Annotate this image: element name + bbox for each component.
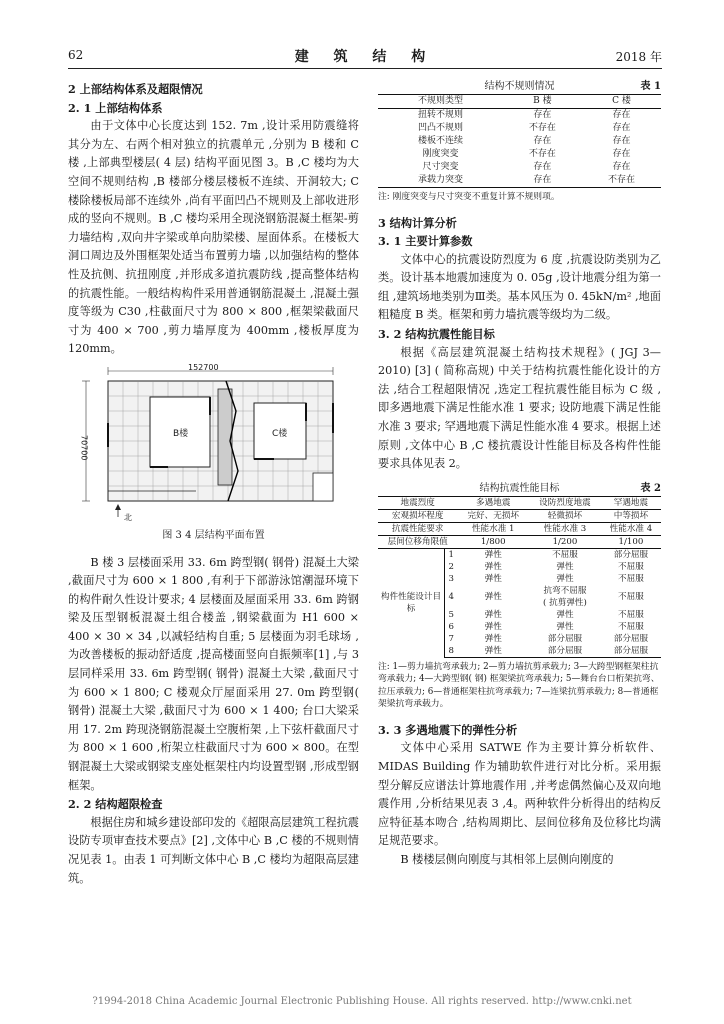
table-cell: 存在 — [612, 136, 631, 146]
table-cell: 1 — [448, 549, 454, 560]
table-1-title-row — [378, 80, 661, 94]
section-2-2-title: 2. 2 结构超限检查 — [68, 797, 163, 812]
table-cell: 刚度突变 — [422, 149, 459, 159]
table-cell: 存在 — [503, 174, 582, 188]
page-number: 62 — [68, 48, 84, 62]
table-cell: 存在 — [612, 162, 631, 172]
figure-3-caption: 图 3 4 层结构平面布置 — [162, 529, 265, 541]
table-cell: 抗弯不屈服 ( 抗剪弹性) — [543, 585, 587, 608]
table-cell: 不存在 — [528, 149, 556, 159]
table-header-cell: 设防烈度地震 — [529, 496, 601, 509]
table-1-number: 表 1 — [640, 81, 661, 92]
table-cell: 性能水准 1 — [457, 522, 529, 535]
table-cell: 完好、无损坏 — [457, 509, 529, 522]
table-cell: 3 — [448, 573, 454, 584]
paragraph: 由于文体中心长度达到 152. 7m ,设计采用防震缝将其分为左、右两个相对独立的抗震单元 ,分别为 B 楼和 C 楼 ,上部典型楼层( 4 层) 结构平面见图 3。B ,C 楼均为大空间不规则结构 ,B 楼部分楼层楼板不连续、开洞较大; C 楼除楼板局部不连续外 ,尚有平面凹凸不规则及上部收进形成的竖向不规则。B ,C 楼均采用全现浇钢筋混凝土框架-剪力墙结构 ,双向井字梁或单向肋梁楼、屋面体系。在楼板大洞口周边及外围框架处适当布置剪力墙 ,以加强结构的整体性及抗侧、抗扭刚度 ,并形成多道抗震防线 ,提高整体结构的抗震性能。一般结构构件采用普通钢筋混凝土 ,混凝土强度等级为 C30 ,柱截面尺寸为 800 × 800 ,框架梁截面尺寸为 400 × 700 ,剪力墙厚度为 400mm ,楼板厚度为 120mm。 — [68, 119, 359, 356]
table-cell: 不存在 — [582, 174, 661, 188]
header-rule — [68, 68, 662, 69]
table-cell: 中等损坏 — [601, 509, 661, 522]
table-cell: 4 — [448, 591, 454, 602]
table-cell: 尺寸突变 — [422, 162, 459, 172]
table-header-cell: B 楼 — [503, 95, 582, 109]
table-cell: 弹性 — [457, 645, 529, 658]
dimension-overall-length: 152700 — [188, 362, 219, 372]
table-2-title: 结构抗震性能目标 — [479, 482, 560, 494]
table-2-number: 表 2 — [640, 482, 661, 494]
page-header — [68, 46, 662, 68]
table-cell: 弹性 — [484, 591, 502, 602]
table-header-cell: 地震烈度 — [378, 496, 457, 509]
table-row — [378, 535, 661, 548]
section-2-1-title: 2. 1 上部结构体系 — [68, 100, 163, 115]
table-cell: 存在 — [612, 110, 631, 120]
floor-plan-drawing — [78, 363, 342, 523]
table-cell: 弹性 — [556, 621, 574, 632]
table-cell: 弹性 — [484, 633, 502, 644]
table-cell: 部分屈服 — [547, 633, 583, 644]
section-3-1-title: 3. 1 主要计算参数 — [378, 234, 473, 249]
table-cell: 性能水准 4 — [601, 522, 661, 535]
table-cell: 性能水准 3 — [529, 522, 601, 535]
table-cell: 承载力突变 — [378, 174, 503, 188]
table-cell: 弹性 — [484, 573, 502, 584]
dimension-overall-width: 70700 — [79, 434, 89, 461]
table-cell: 不屈服 — [618, 621, 644, 632]
figure-3-floor-plan — [78, 363, 342, 523]
table-cell: 不屈服 — [618, 573, 644, 584]
paragraph: 根据住房和城乡建设部印发的《超限高层建筑工程抗震设防专项审查技术要点》[2] ,文体中心 B ,C 楼的不规则情况见表 1。由表 1 可判断文体中心 B ,C 楼均为超限高层建筑。 — [68, 815, 359, 885]
table-cell: 部分屈服 — [601, 645, 661, 658]
table-header-cell: 多遇地震 — [457, 496, 529, 509]
table-cell: 1/100 — [601, 535, 661, 548]
table-header-row — [378, 95, 661, 109]
table-row — [378, 548, 661, 561]
table-row — [378, 122, 661, 135]
table-header-cell: 罕遇地震 — [601, 496, 661, 509]
paragraph: B 楼 3 层楼面采用 33. 6m 跨型钢( 钢骨) 混凝土大梁 ,截面尺寸为 600 × 1 800 ,有利于下部游泳馆潮湿环境下的构件耐久性设计要求; 4 层楼面及屋面采用 33. 6m 跨钢梁及压型钢板混凝土组合楼盖 ,钢梁截面为 H1 600 × 400 × 30 × 34 ,以减轻结构自重; 5 层楼面为羽毛球场 ,为改善楼板的振动舒适度 ,提高楼面竖向自振频率[1] ,与 3 层同样采用 33. 6m 跨型钢( 钢骨) 混凝土大梁 ,截面尺寸为 600 × 1 800; C 楼观众厅屋面采用 27. 0m 跨型钢( 钢骨) 混凝土大梁 ,截面尺寸为 600 × 1 400; 台口大梁采用 17. 2m 跨现浇钢筋混凝土空腹桁架 ,上下弦杆截面尺寸为 800 × 1 600 ,桁架立柱截面尺寸为 600 × 800。在型钢混凝土大梁或钢梁支座处框架柱内均设置型钢 ,形成型钢框架。 — [68, 555, 359, 792]
left-column — [68, 80, 359, 888]
paragraph: B 楼楼层侧向刚度与其相邻上层侧向刚度的 — [400, 852, 614, 866]
right-column — [378, 80, 661, 870]
table-cell: 不屈服 — [552, 549, 578, 560]
table-cell: 弹性 — [556, 573, 574, 584]
table-cell: 存在 — [612, 149, 631, 159]
journal-year: 2018 年 — [615, 50, 662, 64]
label-building-b: B楼 — [173, 428, 189, 439]
table-cell: 1/200 — [529, 535, 601, 548]
section-3-title: 3 结构计算分析 — [378, 215, 457, 230]
table-row — [378, 109, 661, 123]
table-cell: 扭转不规则 — [417, 110, 463, 120]
paragraph: 根据《高层建筑混凝土结构技术规程》( JGJ 3—2010) [3] ( 简称高规) 中关于结构抗震性能化设计的方法 ,结合工程超限情况 ,选定工程抗震性能目标为 C 级 ,即多遇地震下满足性能水准 1 要求; 设防地震下满足性能水准 3 要求; 罕遇地震下满足性能水准 4 要求。根据上述原则 ,文体中心 B ,C 楼抗震设计性能目标及各构件性能要求具体见表 2。 — [378, 345, 661, 471]
table-cell: 抗震性能要求 — [378, 522, 457, 535]
table-header-row — [378, 496, 661, 509]
table-cell: 层间位移角限值 — [378, 535, 457, 548]
table-cell: 8 — [445, 645, 458, 658]
table-cell: 凹凸不规则 — [417, 123, 463, 133]
table-row — [378, 148, 661, 161]
table-cell: 弹性 — [484, 549, 502, 560]
table-cell: 不存在 — [528, 123, 556, 133]
table-cell: 存在 — [533, 136, 552, 146]
table-cell: 弹性 — [484, 621, 502, 632]
table-row — [378, 174, 661, 188]
table-row — [378, 161, 661, 174]
journal-title: 建 筑 结 构 — [294, 49, 436, 65]
table-cell: 7 — [448, 633, 454, 644]
table-cell: 存在 — [612, 123, 631, 133]
table-2 — [378, 496, 661, 658]
table-cell: 弹性 — [556, 561, 574, 572]
table-1 — [378, 94, 661, 188]
label-building-c: C楼 — [272, 428, 288, 439]
table-cell: 部分屈服 — [613, 549, 649, 560]
paragraph: 文体中心采用 SATWE 作为主要计算分析软件、MIDAS Building 作为辅助软件进行对比分析。采用振型分解反应谱法计算地震作用 ,并考虑偶然偏心及双向地震作用 ,分析结果见表 3 ,4。两种软件分析得出的结构反应特征基本吻合 ,结构周期比、层间位移角及位移比均满足规范要求。 — [378, 741, 661, 848]
table-1-title: 结构不规则情况 — [484, 81, 555, 92]
table-1-note: 注: 刚度突变与尺寸突变不重复计算不规则项。 — [378, 192, 560, 202]
table-cell: 部分屈服 — [529, 645, 601, 658]
north-arrow-label: 北 — [124, 512, 132, 522]
table-cell: 部分屈服 — [613, 633, 649, 644]
table-cell: 存在 — [533, 110, 552, 120]
table-cell: 不屈服 — [618, 609, 644, 620]
table-cell: 弹性 — [556, 609, 574, 620]
table-cell: 弹性 — [484, 609, 502, 620]
table-cell: 不屈服 — [618, 561, 644, 572]
table-cell: 1/800 — [457, 535, 529, 548]
table-cell: 轻微损坏 — [529, 509, 601, 522]
table-2-title-row — [378, 482, 661, 496]
table-cell: 2 — [448, 561, 454, 572]
table-cell: 宏观损坏程度 — [378, 509, 457, 522]
copyright-footer: ?1994-2018 China Academic Journal Electronic Publishing House. All rights reserved. http://www.cnki.net — [92, 996, 632, 1007]
table-cell: 存在 — [533, 162, 552, 172]
table-header-cell: C 楼 — [582, 95, 661, 109]
section-3-3-title: 3. 3 多遇地震下的弹性分析 — [378, 722, 518, 737]
table-2-note: 注: 1—剪力墙抗弯承载力; 2—剪力墙抗剪承载力; 3—大跨型钢框架柱抗弯承载力; 4—大跨型钢( 钢) 框架梁抗弯承载力; 5—舞台台口桁架抗弯、拉压承载力; 6—普通框架柱抗弯承载力; 7—连梁抗剪承载力; 8—普通框架梁抗弯承载力。 — [378, 661, 660, 710]
table-cell: 弹性 — [484, 561, 502, 572]
section-2-title: 2 上部结构体系及超限情况 — [68, 82, 203, 96]
member-target-label: 构件性能设计目标 — [378, 548, 445, 657]
table-header-cell: 不规则类型 — [378, 95, 503, 109]
table-row — [378, 509, 661, 522]
table-cell: 5 — [448, 609, 454, 620]
section-3-2-title: 3. 2 结构抗震性能目标 — [378, 327, 495, 342]
table-cell: 6 — [448, 621, 454, 632]
table-cell: 楼板不连续 — [417, 136, 463, 146]
table-row — [378, 135, 661, 148]
table-cell: 不屈服 — [618, 591, 644, 602]
table-row — [378, 522, 661, 535]
paragraph: 文体中心的抗震设防烈度为 6 度 ,抗震设防类别为乙类。设计基本地震加速度为 0. 05g ,设计地震分组为第一组 ,建筑场地类别为Ⅲ类。基本风压为 0. 45kN/m² ,地面粗糙度 B 类。框架和剪力墙抗震等级均为二级。 — [378, 252, 661, 322]
